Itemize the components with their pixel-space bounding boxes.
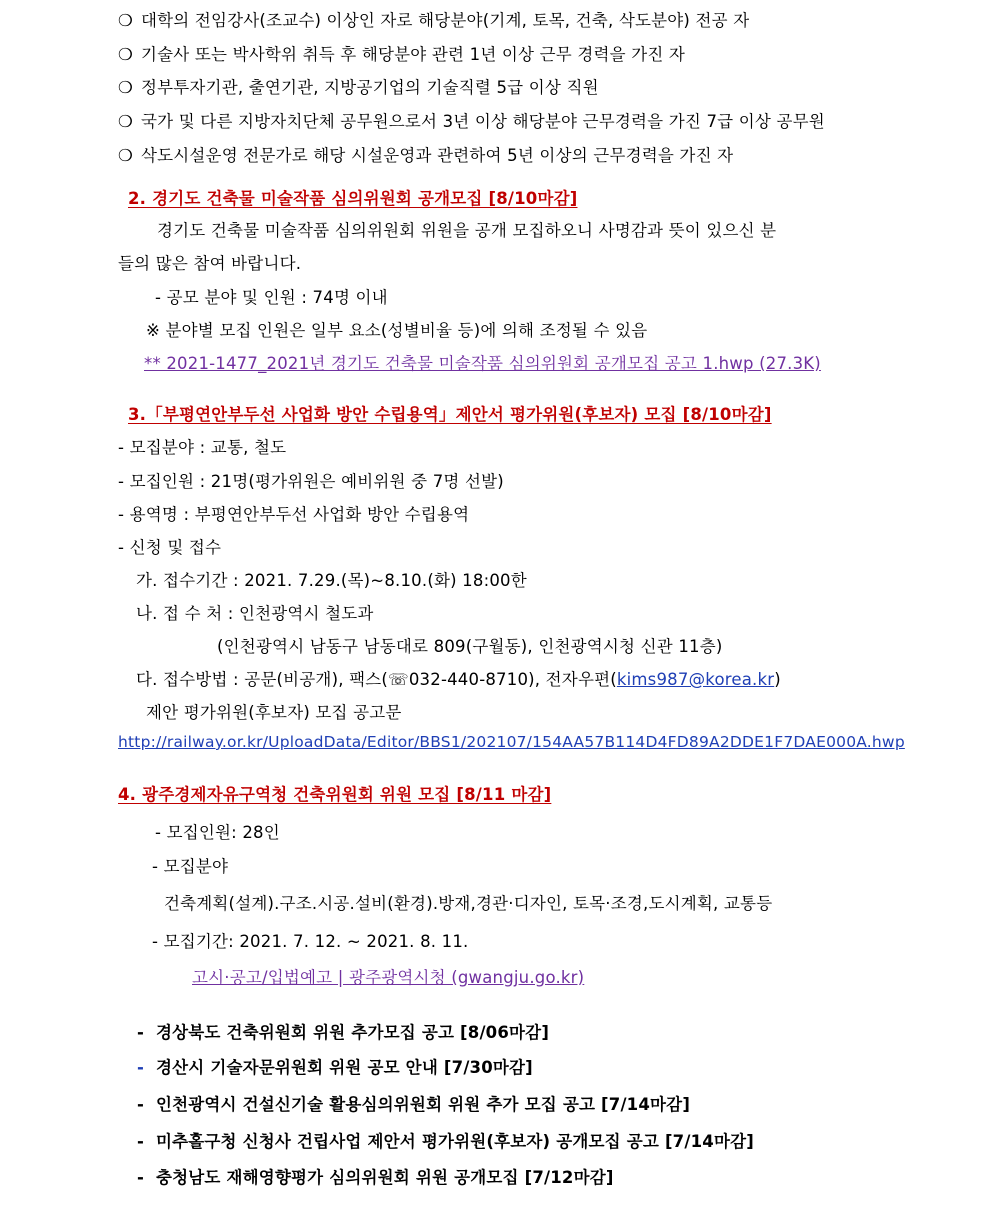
other-notice-item: - 인천광역시 건설신기술 활용심의위원회 위원 추가 모집 공고 [7/14마감] xyxy=(137,1095,691,1114)
section3-service: - 용역명 : 부평연안부두선 사업화 방안 수립용역 xyxy=(118,505,470,524)
section2-attachment-link[interactable]: ** 2021-1477_2021년 경기도 건축물 미술작품 심의위원회 공개모집 공고 1.hwp (27.3K) xyxy=(144,354,821,373)
intro-item: ❍ 정부투자기관, 출연기관, 지방공기업의 기술직렬 5급 이상 직원 xyxy=(118,78,599,97)
section2-recruit-count: - 공모 분야 및 인원 : 74명 이내 xyxy=(155,288,388,307)
section4-title: 4. 광주경제자유구역청 건축위원회 위원 모집 [8/11 마감] xyxy=(118,785,552,804)
section3-notice-link[interactable]: http://railway.or.kr/UploadData/Editor/BBS1/202107/154AA57B114D4FD89A2DDE1F7DAE000A.hwp xyxy=(118,733,905,751)
section2-paragraph-line2: 들의 많은 참여 바랍니다. xyxy=(118,254,302,273)
other-notice-item: - 미추홀구청 신청사 건립사업 제안서 평가위원(후보자) 공개모집 공고 [7/14마감] xyxy=(137,1132,754,1151)
other-notice-item: - 경산시 기술자문위원회 위원 공모 안내 [7/30마감] xyxy=(137,1058,533,1077)
intro-item: ❍ 대학의 전임강사(조교수) 이상인 자로 해당분야(기계, 토목, 건축, 삭도분야) 전공 자 xyxy=(118,11,750,30)
intro-item: ❍ 기술사 또는 박사학위 취득 후 해당분야 관련 1년 이상 근무 경력을 가진 자 xyxy=(118,45,686,64)
section4-period: - 모집기간: 2021. 7. 12. ~ 2021. 8. 11. xyxy=(152,932,469,951)
circle-bullet-icon: ❍ xyxy=(118,45,133,64)
circle-bullet-icon: ❍ xyxy=(118,78,133,97)
section3-place: 나. 접 수 처 : 인천광역시 철도과 xyxy=(136,604,374,623)
section3-address: (인천광역시 남동구 남동대로 809(구월동), 인천광역시청 신관 11층) xyxy=(217,637,723,656)
section4-count: - 모집인원: 28인 xyxy=(155,823,280,842)
section3-field: - 모집분야 : 교통, 철도 xyxy=(118,438,287,457)
phone-icon: ☏ xyxy=(388,670,409,689)
section4-field-label: - 모집분야 xyxy=(152,857,229,876)
section3-notice-label: 제안 평가위원(후보자) 모집 공고문 xyxy=(146,703,402,722)
intro-item: ❍ 국가 및 다른 지방자치단체 공무원으로서 3년 이상 해당분야 근무경력을 가진 7급 이상 공무원 xyxy=(118,112,825,131)
email-link[interactable]: kims987@korea.kr xyxy=(616,670,775,689)
intro-item: ❍ 삭도시설운영 전문가로 해당 시설운영과 관련하여 5년 이상의 근무경력을 가진 자 xyxy=(118,146,734,165)
circle-bullet-icon: ❍ xyxy=(118,11,133,30)
section2-title: 2. 경기도 건축물 미술작품 심의위원회 공개모집 [8/10마감] xyxy=(128,189,578,208)
section2-paragraph-line1: 경기도 건축물 미술작품 심의위원회 위원을 공개 모집하오니 사명감과 뜻이 있으신 분 xyxy=(157,221,777,240)
section3-count: - 모집인원 : 21명(평가위원은 예비위원 중 7명 선발) xyxy=(118,472,504,491)
section2-note: ※ 분야별 모집 인원은 일부 요소(성별비율 등)에 의해 조정될 수 있음 xyxy=(146,321,648,340)
section4-fields: 건축계획(설계).구조.시공.설비(환경).방재,경관·디자인, 토목·조경,도시계획, 교통등 xyxy=(164,894,773,913)
section3-apply: - 신청 및 접수 xyxy=(118,538,222,557)
other-notice-item: - 충청남도 재해영향평가 심의위원회 위원 공개모집 [7/12마감] xyxy=(137,1168,614,1187)
section3-period: 가. 접수기간 : 2021. 7.29.(목)~8.10.(화) 18:00한 xyxy=(136,571,527,590)
section4-link[interactable]: 고시·공고/입법예고 | 광주광역시청 (gwangju.go.kr) xyxy=(192,968,585,987)
other-notice-item: - 경상북도 건축위원회 위원 추가모집 공고 [8/06마감] xyxy=(137,1023,550,1042)
section3-title: 3.「부평연안부두선 사업화 방안 수립용역」제안서 평가위원(후보자) 모집 [8/10마감] xyxy=(128,405,772,424)
section3-method: 다. 접수방법 : 공문(비공개), 팩스(☏032-440-8710), 전자우편(kims987@korea.kr) xyxy=(136,670,781,689)
circle-bullet-icon: ❍ xyxy=(118,146,133,165)
circle-bullet-icon: ❍ xyxy=(118,112,133,131)
